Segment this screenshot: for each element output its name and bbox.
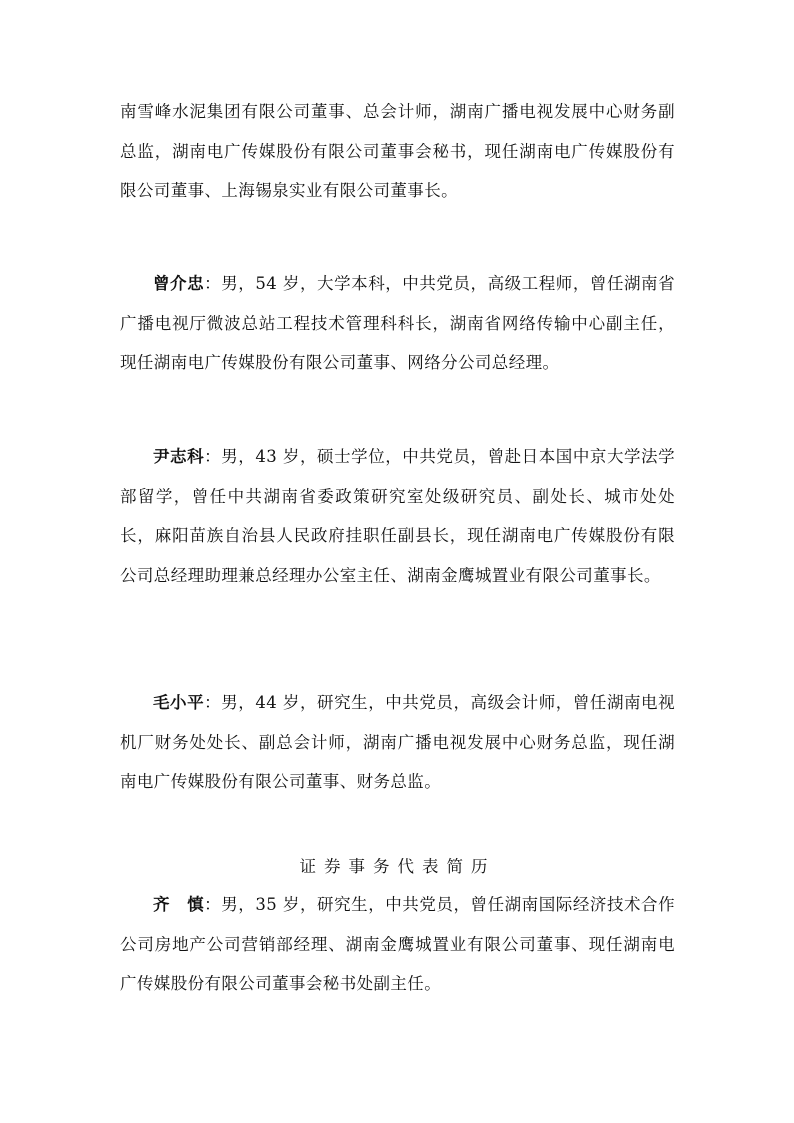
person-name: 曾介忠 xyxy=(153,274,205,293)
person-name: 齐 慎 xyxy=(153,895,205,914)
bio-text: ：男，43 岁，硕士学位，中共党员，曾赴日本国中京大学法学部留学，曾任中共湖南省委政策研究室处级研究员、副处长、城市处处长，麻阳苗族自治县人民政府挂职任副县长，现任湖南电广传媒股份有限公司总经理助理兼总经理办公室主任、湖南金鹰城置业有限公司董事长。 xyxy=(120,447,676,585)
bio-paragraph-qi-shen xyxy=(120,885,675,1004)
document-page xyxy=(120,0,675,1123)
bio-text: ：男，54 岁，大学本科，中共党员，高级工程师，曾任湖南省广播电视厅微波总站工程技术管理科科长，湖南省网络传输中心副主任，现任湖南电广传媒股份有限公司董事、网络分公司总经理。 xyxy=(120,274,676,372)
bio-paragraph-zeng-jiezhong xyxy=(120,264,675,383)
bio-paragraph-mao-xiaoping xyxy=(120,683,675,802)
bio-paragraph-yin-zhike xyxy=(120,437,675,595)
bio-text: ：男，44 岁，研究生，中共党员，高级会计师，曾任湖南电视机厂财务处处长、副总会计师，湖南广播电视发展中心财务总监，现任湖南电广传媒股份有限公司董事、财务总监。 xyxy=(120,693,676,791)
bio-text: 南雪峰水泥集团有限公司董事、总会计师，湖南广播电视发展中心财务副总监，湖南电广传媒股份有限公司董事会秘书，现任湖南电广传媒股份有限公司董事、上海锡泉实业有限公司董事长。 xyxy=(120,102,675,200)
person-name: 毛小平 xyxy=(153,693,205,712)
bio-text: ：男，35 岁，研究生，中共党员，曾任湖南国际经济技术合作公司房地产公司营销部经理、湖南金鹰城置业有限公司董事、现任湖南电广传媒股份有限公司董事会秘书处副主任。 xyxy=(120,895,676,993)
section-heading: 证券事务代表简历 xyxy=(299,857,496,876)
bio-paragraph-continued xyxy=(120,92,675,211)
person-name: 尹志科 xyxy=(153,447,205,466)
